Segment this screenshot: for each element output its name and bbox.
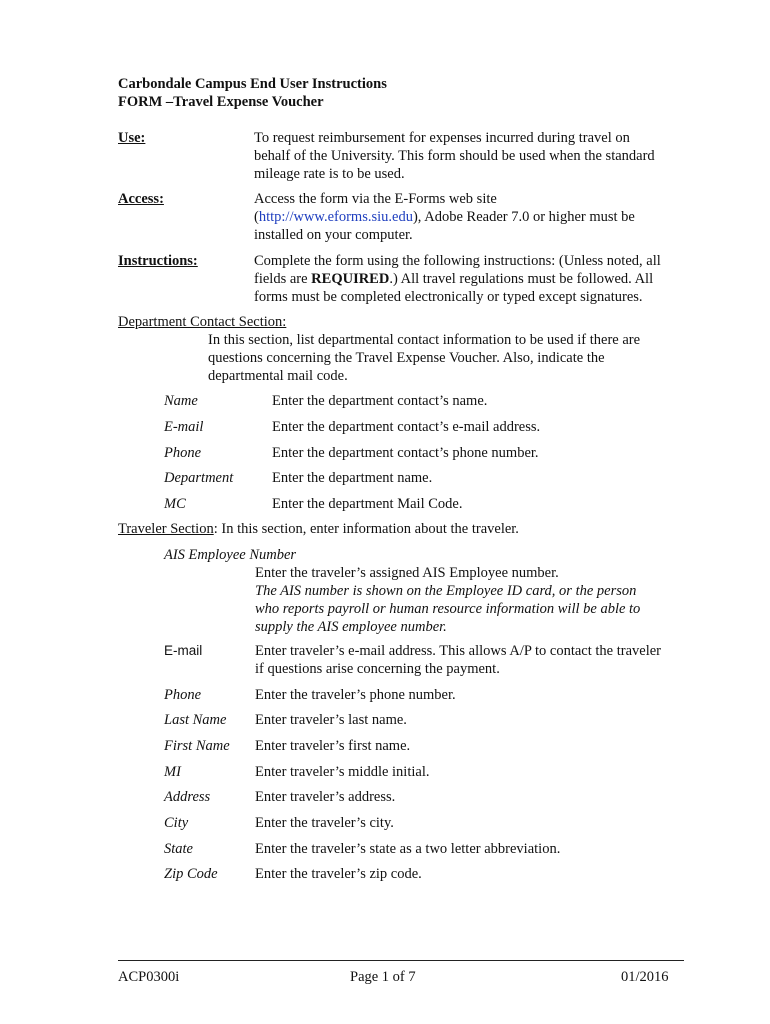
document-title: Carbondale Campus End User Instructions <box>118 76 387 92</box>
instructions-line-2 <box>254 270 653 288</box>
dept-field-phone-label: Phone <box>164 445 202 461</box>
document-subtitle: FORM –Travel Expense Voucher <box>118 94 324 110</box>
traveler-field-state-label: State <box>164 841 193 857</box>
traveler-field-zip-desc: Enter the traveler’s zip code. <box>255 866 422 882</box>
ais-note-line-2: who reports payroll or human resource information will be able to <box>255 601 641 617</box>
footer-form-id: ACP0300i <box>118 969 180 985</box>
use-line-3: mileage rate is to be used. <box>254 166 405 182</box>
traveler-section-title: Traveler Section <box>118 521 214 537</box>
access-line-2-rest: ), Adobe Reader 7.0 or higher must be <box>412 209 635 225</box>
traveler-email-label: E-mail <box>164 643 203 658</box>
traveler-field-mi-desc: Enter traveler’s middle initial. <box>255 764 430 780</box>
traveler-field-city-label: City <box>164 815 189 831</box>
traveler-field-firstname-label: First Name <box>164 738 230 754</box>
department-section-heading: Department Contact Section: <box>118 314 287 330</box>
footer-page-number: Page 1 of 7 <box>350 969 416 985</box>
dept-field-name-label: Name <box>164 393 198 409</box>
access-line-1: Access the form via the E-Forms web site <box>254 191 497 207</box>
traveler-field-mi-label: MI <box>164 764 181 780</box>
traveler-field-address-label: Address <box>164 789 211 805</box>
ais-note-line-3: supply the AIS employee number. <box>255 619 447 635</box>
traveler-field-phone-desc: Enter the traveler’s phone number. <box>255 687 456 703</box>
ais-line: Enter the traveler’s assigned AIS Employee number. <box>255 565 559 581</box>
use-label: Use: <box>118 130 146 146</box>
department-intro-line-1: In this section, list departmental contact information to be used if there are <box>208 332 641 348</box>
department-intro-line-3: departmental mail code. <box>208 368 348 384</box>
department-intro-line-2: questions concerning the Travel Expense Voucher. Also, indicate the <box>208 350 605 366</box>
traveler-section-heading <box>118 520 519 538</box>
traveler-field-state-desc: Enter the traveler’s state as a two letter abbreviation. <box>255 841 561 857</box>
traveler-field-firstname-desc: Enter traveler’s first name. <box>255 738 411 754</box>
dept-field-mc-desc: Enter the department Mail Code. <box>272 496 463 512</box>
instructions-label: Instructions: <box>118 253 198 269</box>
dept-field-phone-desc: Enter the department contact’s phone number. <box>272 445 539 461</box>
ais-label: AIS Employee Number <box>164 547 297 563</box>
access-label: Access: <box>118 191 164 207</box>
use-line-2: behalf of the University. This form should be used when the standard <box>254 148 655 164</box>
instructions-line-2-post: .) All travel regulations must be followed. All <box>389 271 654 287</box>
footer-divider <box>118 960 684 961</box>
eforms-link[interactable]: http://www.eforms.siu.edu <box>258 209 413 225</box>
required-emphasis: REQUIRED <box>311 271 390 287</box>
traveler-field-lastname-label: Last Name <box>164 712 227 728</box>
dept-field-name-desc: Enter the department contact’s name. <box>272 393 488 409</box>
dept-field-department-label: Department <box>164 470 234 486</box>
dept-field-email-desc: Enter the department contact’s e-mail address. <box>272 419 541 435</box>
dept-field-email-label: E-mail <box>164 419 204 435</box>
traveler-field-address-desc: Enter traveler’s address. <box>255 789 396 805</box>
instructions-line-2-pre: fields are <box>254 271 312 287</box>
use-line-1: To request reimbursement for expenses incurred during travel on <box>254 130 630 146</box>
traveler-field-phone-label: Phone <box>164 687 202 703</box>
traveler-section-intro: : In this section, enter information about the traveler. <box>213 521 519 537</box>
access-line-2 <box>254 208 635 226</box>
instructions-line-1: Complete the form using the following instructions: (Unless noted, all <box>254 253 661 269</box>
traveler-field-zip-label: Zip Code <box>164 866 218 882</box>
traveler-field-lastname-desc: Enter traveler’s last name. <box>255 712 407 728</box>
traveler-email-line-1: Enter traveler’s e-mail address. This allows A/P to contact the traveler <box>255 643 662 659</box>
access-line-3: installed on your computer. <box>254 227 413 243</box>
link-open-paren: ( <box>254 209 259 225</box>
traveler-field-city-desc: Enter the traveler’s city. <box>255 815 394 831</box>
dept-field-mc-label: MC <box>164 496 186 512</box>
traveler-email-line-2: if questions arise concerning the payment. <box>255 661 500 677</box>
dept-field-department-desc: Enter the department name. <box>272 470 433 486</box>
ais-note-line-1: The AIS number is shown on the Employee ID card, or the person <box>255 583 637 599</box>
instructions-line-3: forms must be completed electronically or typed except signatures. <box>254 289 643 305</box>
footer-date: 01/2016 <box>621 969 669 985</box>
